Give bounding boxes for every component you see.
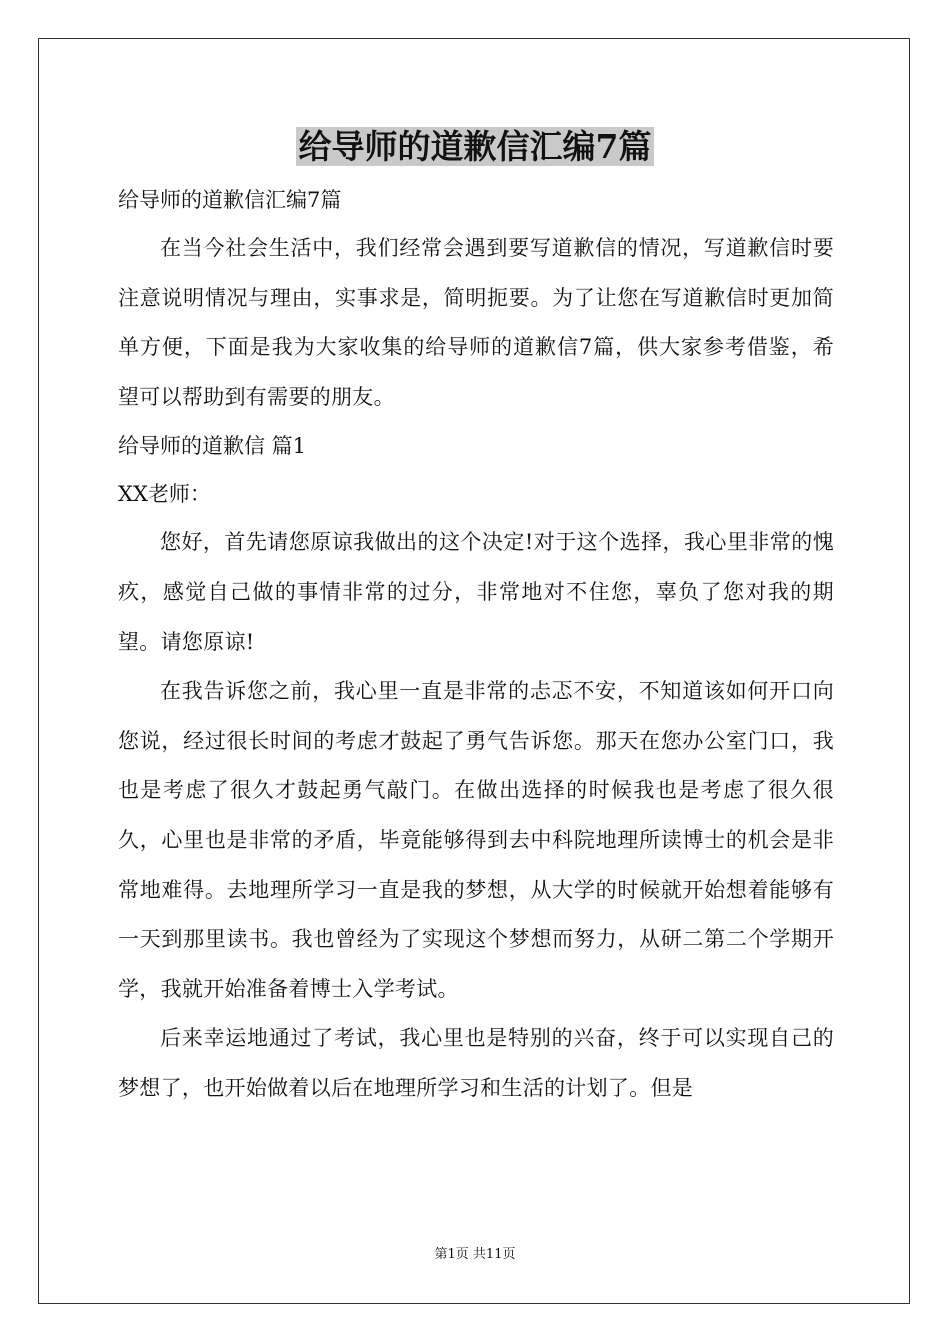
body-paragraph: 您好，首先请您原谅我做出的这个决定!对于这个选择，我心里非常的愧疚，感觉自己做的事情非常的过分，非常地对不住您，辜负了您对我的期望。请您原谅! <box>118 530 834 654</box>
section-heading: 给导师的道歉信 篇1 <box>118 434 307 459</box>
document-title <box>0 122 950 172</box>
document-body <box>118 176 834 1114</box>
page-footer: 第1页 共11页 <box>434 1247 516 1262</box>
intro-paragraph: 在当今社会生活中，我们经常会遇到要写道歉信的情况，写道歉信时要注意说明情况与理由，实事求是，简明扼要。为了让您在写道歉信时更加简单方便，下面是我为大家收集的给导师的道歉信7篇，供大家参考借鉴，希望可以帮助到有需要的朋友。 <box>118 236 834 409</box>
body-paragraph: 后来幸运地通过了考试，我心里也是特别的兴奋，终于可以实现自己的梦想了，也开始做着以后在地理所学习和生活的计划了。但是 <box>118 1026 834 1100</box>
document-title-text: 给导师的道歉信汇编7篇 <box>296 127 655 166</box>
body-paragraph: 在我告诉您之前，我心里一直是非常的忐忑不安，不知道该如何开口向您说，经过很长时间的考虑才鼓起了勇气告诉您。那天在您办公室门口，我也是考虑了很久才鼓起勇气敲门。在做出选择的时候我也是考虑了很久很久，心里也是非常的矛盾，毕竟能够得到去中科院地理所读博士的机会是非常地难得。去地理所学习一直是我的梦想，从大学的时候就开始想着能够有一天到那里读书。我也曾经为了实现这个梦想而努力，从研二第二个学期开学，我就开始准备着博士入学考试。 <box>118 679 834 1001</box>
document-subtitle: 给导师的道歉信汇编7篇 <box>118 188 342 212</box>
salutation: XX老师： <box>118 482 211 507</box>
